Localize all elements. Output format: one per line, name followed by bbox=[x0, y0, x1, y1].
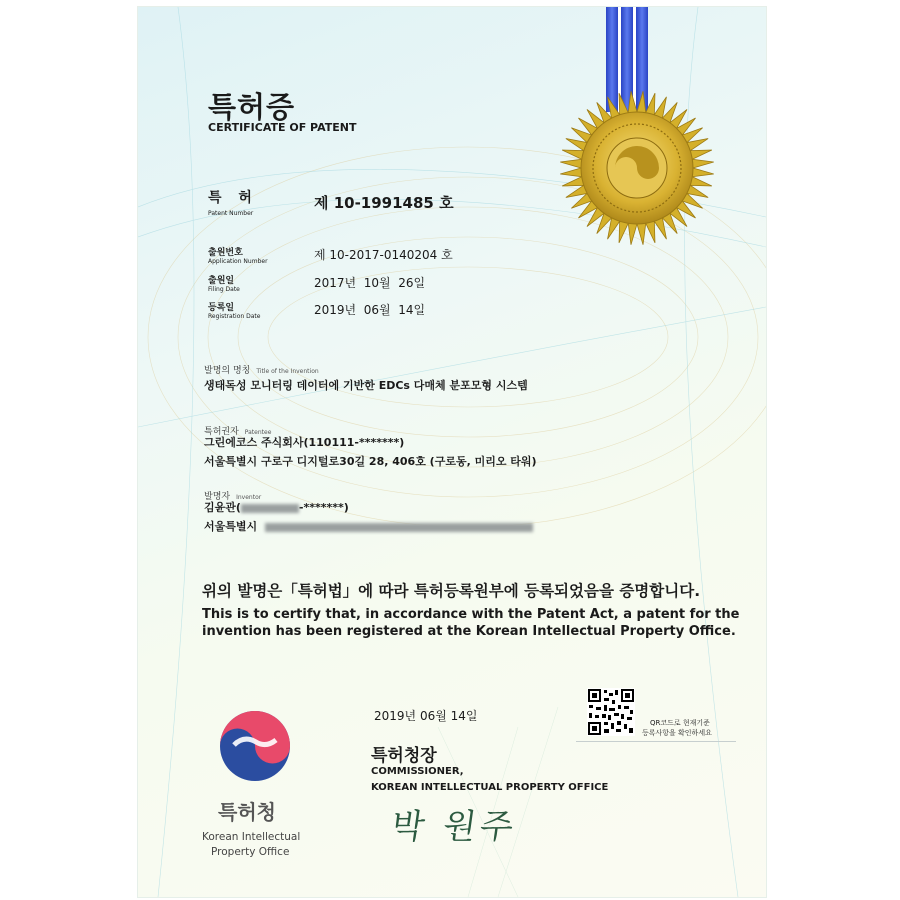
invention-label-ko: 발명의 명칭 bbox=[204, 366, 251, 376]
patentee-label-ko: 특허권자 bbox=[204, 427, 239, 437]
qr-caption-line1: QR코드로 현재기준 bbox=[650, 719, 710, 727]
commissioner-signature: 박 원주 bbox=[388, 807, 520, 847]
inventor-label-en: Inventor bbox=[236, 494, 262, 501]
inventor-name-prefix: 김윤관( bbox=[204, 501, 241, 514]
patent-label-ko: 특 허 bbox=[208, 190, 258, 206]
registration-date-label bbox=[208, 300, 260, 320]
filing-label-en: Filing Date bbox=[208, 286, 240, 293]
certification-statement-en: This is to certify that, in accordance with the Patent Act, a patent for the invention has been registered at the Korean Intellectual Property Office. bbox=[202, 607, 740, 639]
commissioner-title-en-line2: KOREAN INTELLECTUAL PROPERTY OFFICE bbox=[371, 782, 609, 793]
application-label-ko: 출원번호 bbox=[208, 248, 243, 258]
commissioner-title-ko: 특허청장 bbox=[371, 746, 437, 766]
patentee-address: 서울특별시 구로구 디지털로30길 28, 406호 (구로동, 미리오 타워) bbox=[204, 455, 537, 468]
patent-number-value: 제 10-1991485 호 bbox=[314, 194, 454, 212]
patent-number-label bbox=[208, 187, 258, 217]
invention-label-en: Title of the Invention bbox=[256, 368, 319, 375]
redacted-block bbox=[265, 523, 533, 532]
qr-code-icon bbox=[587, 688, 635, 736]
patentee-label-en: Patentee bbox=[244, 429, 272, 436]
certificate-title: 특허증 bbox=[208, 90, 296, 124]
office-name-ko: 특허청 bbox=[218, 800, 276, 824]
patent-label-en: Patent Number bbox=[208, 210, 254, 217]
certificate-paper bbox=[137, 6, 767, 898]
inventor-address bbox=[204, 518, 533, 534]
certification-statement-ko: 위의 발명은「특허법」에 따라 특허등록원부에 등록되었음을 증명합니다. bbox=[202, 582, 701, 600]
inventor-name-suffix: -*******) bbox=[298, 501, 349, 514]
office-name-en-line2: Property Office bbox=[211, 846, 290, 858]
application-number-label bbox=[208, 245, 268, 265]
redacted-block bbox=[241, 504, 299, 513]
invention-section-header bbox=[204, 358, 319, 377]
gold-seal-icon bbox=[558, 89, 716, 247]
invention-title: 생태독성 모니터링 데이터에 기반한 EDCs 다매체 분포모형 시스템 bbox=[204, 379, 528, 392]
commissioner-title-en-line1: COMMISSIONER, bbox=[371, 766, 464, 777]
office-name-en-line1: Korean Intellectual bbox=[202, 831, 301, 843]
qr-caption-line2: 등록사항을 확인하세요 bbox=[642, 729, 712, 737]
registration-label-ko: 등록일 bbox=[208, 303, 235, 313]
inventor-label-ko: 발명자 bbox=[204, 492, 231, 502]
certificate-title-en: CERTIFICATE OF PATENT bbox=[208, 121, 357, 134]
filing-date-value: 2017년 10월 26일 bbox=[314, 276, 426, 290]
filing-date-label bbox=[208, 273, 240, 293]
patentee-name: 그린에코스 주식회사(110111-*******) bbox=[204, 436, 405, 449]
inventor-name bbox=[204, 499, 349, 515]
kipo-logo-icon bbox=[218, 709, 292, 783]
inventor-address-prefix: 서울특별시 bbox=[204, 520, 258, 533]
issue-date: 2019년 06월 14일 bbox=[374, 709, 478, 723]
application-label-en: Application Number bbox=[208, 258, 268, 265]
filing-label-ko: 출원일 bbox=[208, 276, 235, 286]
qr-divider bbox=[576, 741, 736, 742]
registration-label-en: Registration Date bbox=[208, 313, 261, 320]
registration-date-value: 2019년 06월 14일 bbox=[314, 303, 426, 317]
application-number-value: 제 10-2017-0140204 호 bbox=[314, 248, 453, 262]
